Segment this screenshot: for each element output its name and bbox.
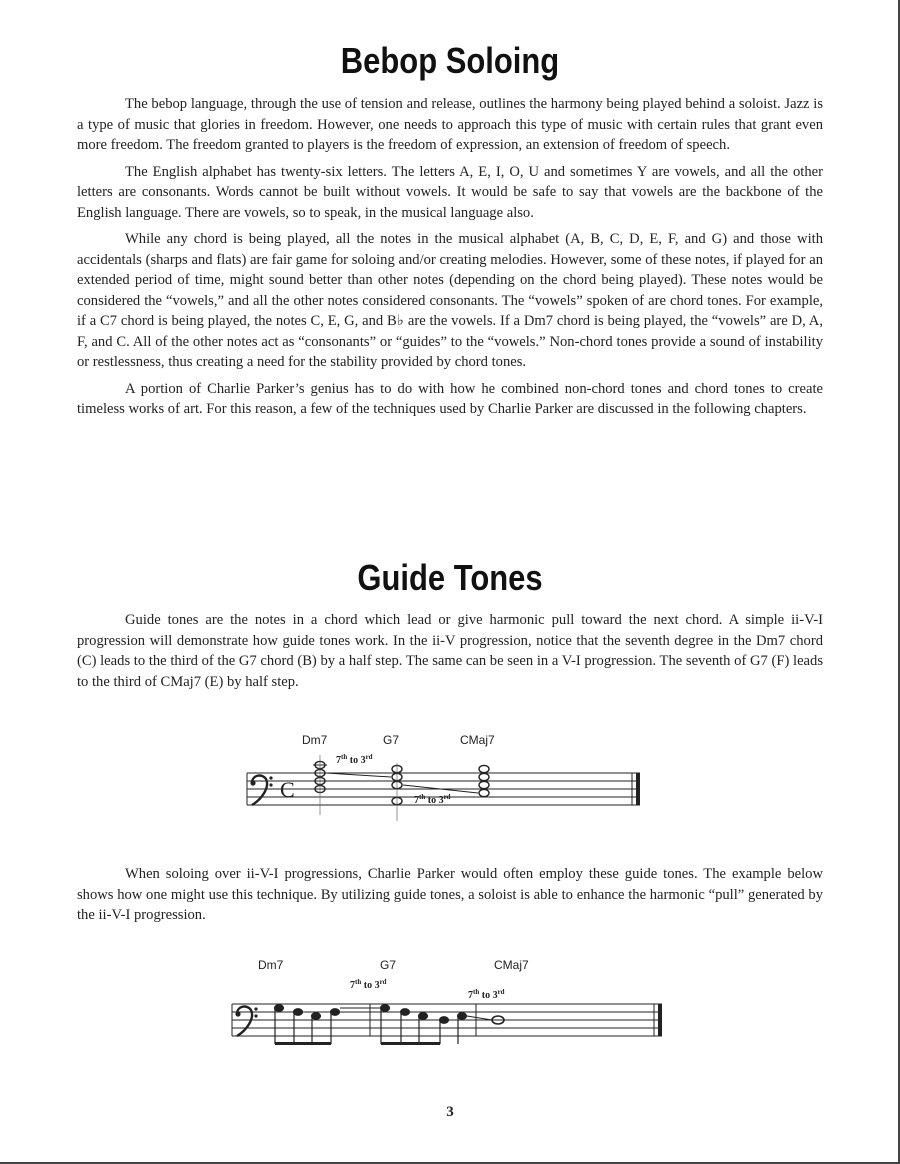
chord-dm7-notes (313, 755, 327, 815)
guide-tone-annotation-2: 7th to 3rd (414, 793, 451, 806)
chord-symbol-dm7: Dm7 (258, 958, 284, 972)
music-example-chords (0, 725, 900, 835)
eighth-note-group-g7 (380, 1005, 448, 1045)
bebop-soloing-body (77, 94, 823, 426)
guide-tones-body (77, 610, 823, 698)
chord-g7-notes (392, 763, 402, 821)
guide-tone-line-1 (326, 773, 391, 777)
chord-symbol-cmaj7: CMaj7 (460, 733, 495, 747)
guide-tone-line-2 (467, 1016, 492, 1020)
section-title-bebop-soloing: Bebop Soloing (340, 40, 560, 81)
page-number: 3 (446, 1104, 454, 1120)
paragraph: The bebop language, through the use of tension and release, outlines the harmony being played behind a soloist. Jazz is a type of music that glories in freedom. However, one needs to approach this type of music with certain rules that grant even more freedom. The freedom granted to players is the freedom of expression, an extension of freedom of speech. (77, 96, 823, 153)
final-barline-thick (636, 773, 640, 805)
paragraph: A portion of Charlie Parker’s genius has to do with how he combined non-chord tones and chord tones to create timeless works of art. For this reason, a few of the techniques used by Charlie Parker are discussed in the following chapters. (77, 380, 823, 417)
paragraph: The English alphabet has twenty-six letters. The letters A, E, I, O, U and sometimes Y are vowels, and all the other letters are consonants. Words cannot be built without vowels. It would be safe to say that vowels are the backbone of the English language. There are vowels, so to speak, in the musical language also. (77, 163, 823, 221)
guide-tone-annotation-1: 7th to 3rd (336, 753, 373, 766)
bass-clef-icon (235, 1007, 257, 1036)
bass-clef-icon (250, 776, 272, 805)
guide-tone-annotation-1: 7th to 3rd (350, 978, 387, 991)
chord-symbol-cmaj7: CMaj7 (494, 958, 529, 972)
chord-symbol-dm7: Dm7 (302, 733, 328, 747)
paragraph: When soloing over ii-V-I progressions, Charlie Parker would often employ these guide tones. The example below shows how one might use this technique. By utilizing guide tones, a soloist is able to enhance the harmonic “pull” generated by the ii-V-I progression. (77, 866, 823, 923)
paragraph: While any chord is being played, all the notes in the musical alphabet (A, B, C, D, E, F, and G) and those with accidentals (sharps and flats) are fair game for soloing and/or creating melodies. However, some of these notes, if played for an extended period of time, might sound better than other notes (depending on the chord being played). These notes would be considered the “vowels,” and all the other notes considered consonants. The “vowels” spoken of are chord tones. For example, if a C7 chord is being played, the notes C, E, G, and B♭ are the vowels. If a Dm7 chord is being played, the “vowels” are D, A, F, and C. All of the other notes act as “consonants” or “guides” to the “vowels.” Non-chord tones provide a sound of instability or restlessness, thus creating a need for the stability provided by chord tones. (77, 231, 823, 370)
chord-symbol-g7: G7 (380, 958, 397, 972)
eighth-note-group-dm7 (274, 1005, 339, 1045)
time-signature-common: C (280, 777, 295, 802)
chord-symbol-g7: G7 (383, 733, 400, 747)
final-barline-thick (658, 1004, 662, 1036)
guide-tones-body-after (77, 864, 823, 932)
guide-tone-annotation-2: 7th to 3rd (468, 988, 505, 1001)
section-title-guide-tones: Guide Tones (357, 557, 543, 598)
paragraph: Guide tones are the notes in a chord which lead or give harmonic pull toward the next chord. A simple ii-V-I progression will demonstrate how guide tones work. In the ii-V progression, notice that the seventh degree in the Dm7 chord (C) leads to the third of the G7 chord (B) by a half step. The same can be seen in a V-I progression. The seventh of G7 (F) leads to the third of CMaj7 (E) by half step. (77, 612, 823, 690)
music-example-melody (0, 950, 900, 1050)
